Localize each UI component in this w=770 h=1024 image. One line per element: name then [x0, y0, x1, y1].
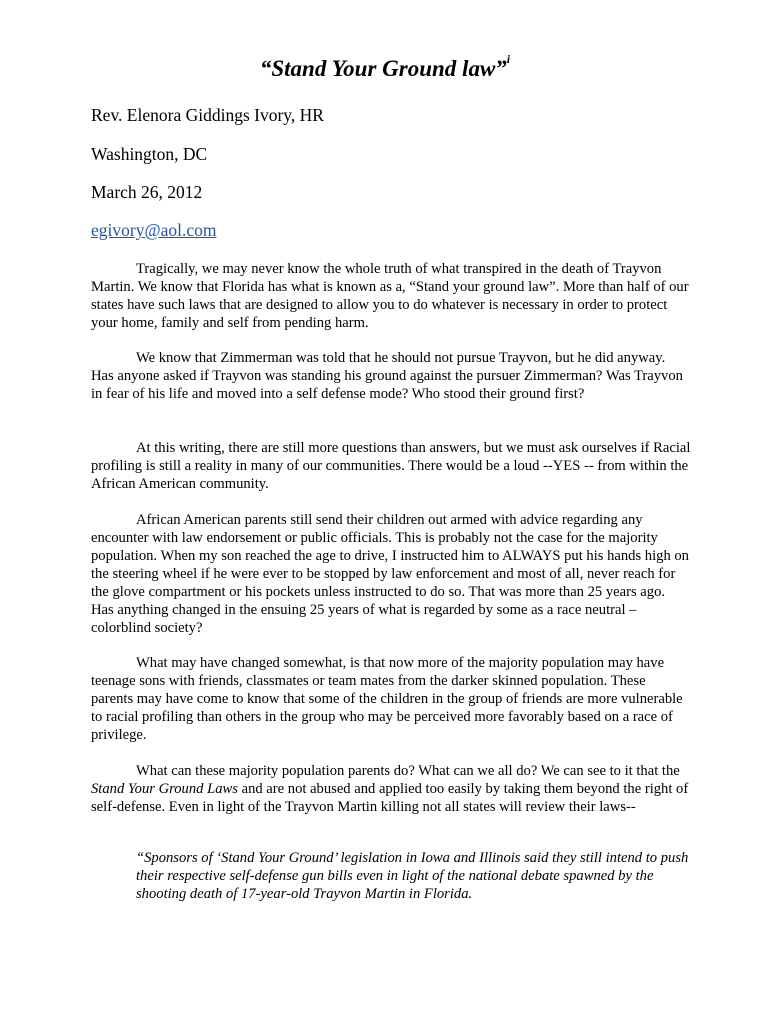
- paragraph-text: African American parents still send their children out armed with advice regarding any encounter with law endorsement or public officials. This is probably not the case for the majority population. When my son reached the age to drive, I instructed him to ALWAYS put his hands high on the steering wheel if he were ever to be stopped by law enforcement and most of all, never reach for the glove compartment or his pockets unless instructed to do so. That was more than 25 years ago. Has anything changed in the ensuing 25 years of what is regarded by some as a race neutral –colorblind society?: [91, 512, 689, 636]
- author-line: Rev. Elenora Giddings Ivory, HR: [91, 105, 324, 125]
- paragraph-text-end: and are not abused and applied too easily by taking them beyond the right of self-defense. Even in light of the Trayvon Martin killing not all states will review their laws--: [91, 781, 689, 815]
- date-line: March 26, 2012: [91, 182, 203, 202]
- quote-text: “Sponsors of ‘Stand Your Ground’ legislation in Iowa and Illinois said they still intend to push their respective self-defense gun bills even in light of the national debate spawned by the shooting death of 17-year-old Trayvon Martin in Florida.: [136, 850, 689, 902]
- italic-law-name: Stand Your Ground Laws: [91, 781, 238, 797]
- page-title: [0, 52, 770, 82]
- title-endnote-marker: i: [506, 52, 511, 67]
- paragraph-6: [91, 762, 691, 816]
- paragraph-5: [91, 654, 691, 744]
- paragraph-4: [91, 511, 691, 637]
- paragraph-3: [91, 439, 691, 493]
- email-link[interactable]: egivory@aol.com: [91, 220, 217, 240]
- paragraph-text-start: What can these majority population parents do? What can we all do? We can see to it that the: [136, 763, 680, 779]
- paragraph-text: At this writing, there are still more questions than answers, but we must ask ourselves if Racial profiling is still a reality in many of our communities. There would be a loud --YES -- from within the African American community.: [91, 440, 691, 492]
- title-text: “Stand Your Ground law”: [259, 56, 507, 81]
- paragraph-text: Tragically, we may never know the whole truth of what transpired in the death of Trayvon Martin. We know that Florida has what is known as a, “Stand your ground law”. More than half of our states have such laws that are designed to allow you to do whatever is necessary in order to protect your home, family and self from pending harm.: [91, 261, 689, 331]
- paragraph-2: [91, 349, 691, 403]
- paragraph-1: [91, 260, 691, 332]
- paragraph-text: What may have changed somewhat, is that now more of the majority population may have teenage sons with friends, classmates or team mates from the darker skinned population. These parents may have come to know that some of the children in the group of friends are more vulnerable to racial profiling than others in the group who may be perceived more favorably based on a race of privilege.: [91, 655, 683, 743]
- location-line: Washington, DC: [91, 144, 208, 164]
- paragraph-text: [91, 762, 691, 816]
- paragraph-text: We know that Zimmerman was told that he should not pursue Trayvon, but he did anyway. Has anyone asked if Trayvon was standing his ground against the pursuer Zimmerman? Was Trayvon in fear of his life and moved into a self defense mode? Who stood their ground first?: [91, 350, 683, 402]
- block-quote: [136, 849, 696, 903]
